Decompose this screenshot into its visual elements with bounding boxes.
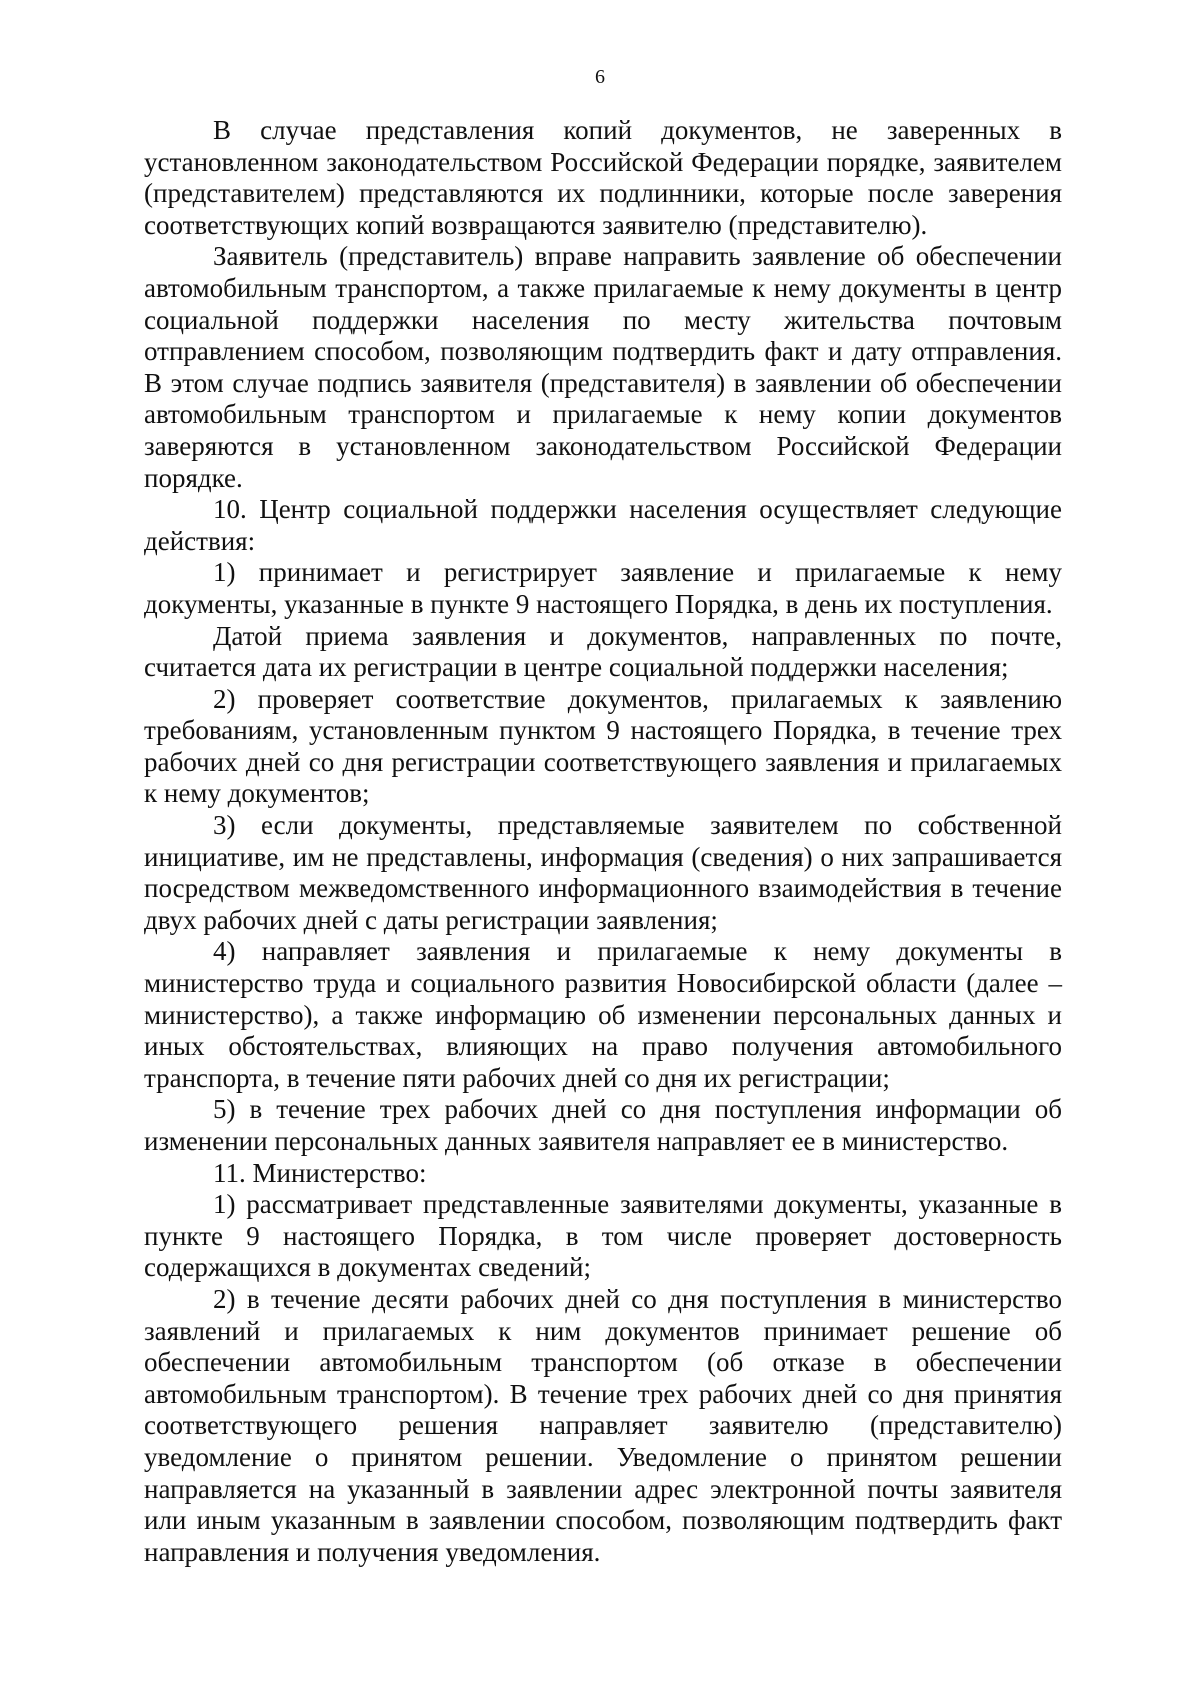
paragraph: 5) в течение трех рабочих дней со дня поступления информации об изменении персональных данных заявителя направляет ее в министерство. (144, 1094, 1062, 1156)
paragraph: 3) если документы, представляемые заявителем по собственной инициативе, им не представлены, информация (сведения) о них запрашивается посредством межведомственного информационного взаимодействия в течение двух рабочих дней с даты регистрации заявления; (144, 810, 1062, 935)
paragraph: 1) принимает и регистрирует заявление и прилагаемые к нему документы, указанные в пункте 9 настоящего Порядка, в день их поступления. (144, 557, 1062, 619)
paragraph: 2) проверяет соответствие документов, прилагаемых к заявлению требованиям, установленным пунктом 9 настоящего Порядка, в течение трех рабочих дней со дня регистрации соответствующего заявления и прилагаемых к нему документов; (144, 683, 1062, 809)
paragraph: 10. Центр социальной поддержки населения осуществляет следующие действия: (144, 494, 1062, 556)
document-body (144, 115, 1062, 1568)
paragraph: 4) направляет заявления и прилагаемые к нему документы в министерство труда и социального развития Новосибирской области (далее – министерство), а также информацию об изменении персональных данных и иных обстоятельствах, влияющих на право получения автомобильного транспорта, в течение пяти рабочих дней со дня их регистрации; (144, 936, 1062, 1093)
paragraph: 1) рассматривает представленные заявителями документы, указанные в пункте 9 настоящего Порядка, в том числе проверяет достоверность содержащихся в документах сведений; (144, 1189, 1062, 1283)
paragraph: 2) в течение десяти рабочих дней со дня поступления в министерство заявлений и прилагаемых к ним документов принимает решение об обеспечении автомобильным транспортом (об отказе в обеспечении автомобильным транспортом). В течение трех рабочих дней со дня принятия соответствующего решения направляет заявителю (представителю) уведомление о принятом решении. Уведомление о принятом решении направляется на указанный в заявлении адрес электронной почты заявителя или иным указанным в заявлении способом, позволяющим подтвердить факт направления и получения уведомления. (144, 1283, 1062, 1567)
paragraph: 11. Министерство: (213, 1157, 427, 1188)
paragraph: Заявитель (представитель) вправе направить заявление об обеспечении автомобильным транспортом, а также прилагаемые к нему документы в центр социальной поддержки населения по месту жительства почтовым отправлением способом, позволяющим подтвердить факт и дату отправления. В этом случае подпись заявителя (представителя) в заявлении об обеспечении автомобильным транспортом и прилагаемые к нему копии документов заверяются в установленном законодательством Российской Федерации порядке. (144, 241, 1062, 493)
paragraph: В случае представления копий документов, не заверенных в установленном законодательством Российской Федерации порядке, заявителем (представителем) представляются их подлинники, которые после заверения соответствующих копий возвращаются заявителю (представителю). (144, 115, 1062, 240)
paragraph: Датой приема заявления и документов, направленных по почте, считается дата их регистрации в центре социальной поддержки населения; (144, 620, 1062, 683)
page-number: 6 (595, 66, 605, 88)
